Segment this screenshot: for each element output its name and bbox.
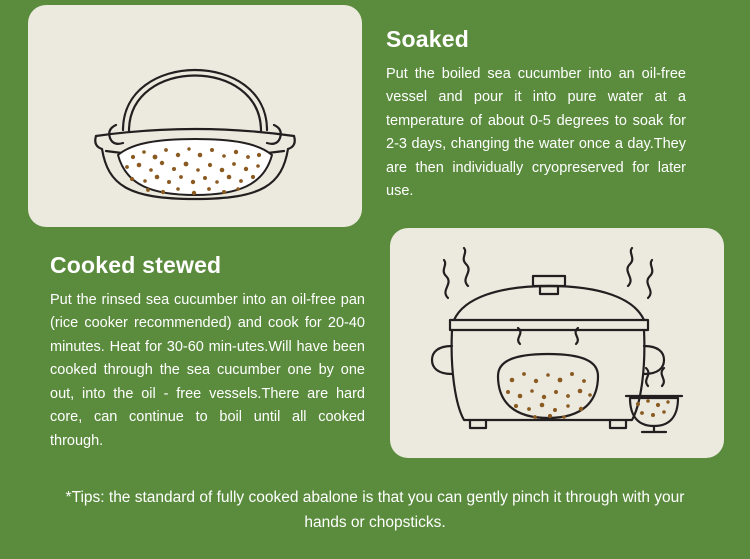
cooked-stewed-section	[50, 252, 365, 453]
cooker-illustration-card	[390, 228, 724, 458]
cooked-stewed-body: Put the rinsed sea cucumber into an oil-free pan (rice cooker recommended) and cook for 20-40 minutes. Heat for 30-60 min-utes.Will have been cooked through the sea cucumber one by one out, into the oil - free vessels.There are hard core, can continue to boil until all cooked through.	[50, 292, 365, 449]
basket-of-sea-cucumbers-illustration	[28, 5, 362, 227]
soaked-section	[386, 26, 686, 204]
tips-note: *Tips: the standard of fully cooked abalone is that you can gently pinch it through with your hands or chopsticks.	[65, 489, 685, 531]
soaked-title: Soaked	[386, 26, 470, 52]
soaked-body: Put the boiled sea cucumber into an oil-free vessel and pour it into pure water at a temperature of about 0-5 degrees to soak for 2-3 days, changing the water once a day.They are then individually cryopreserved for later use.	[386, 66, 686, 200]
cooked-stewed-title: Cooked stewed	[50, 252, 222, 278]
rice-cooker-with-steam-illustration	[390, 228, 724, 458]
basket-illustration-card	[28, 5, 362, 227]
